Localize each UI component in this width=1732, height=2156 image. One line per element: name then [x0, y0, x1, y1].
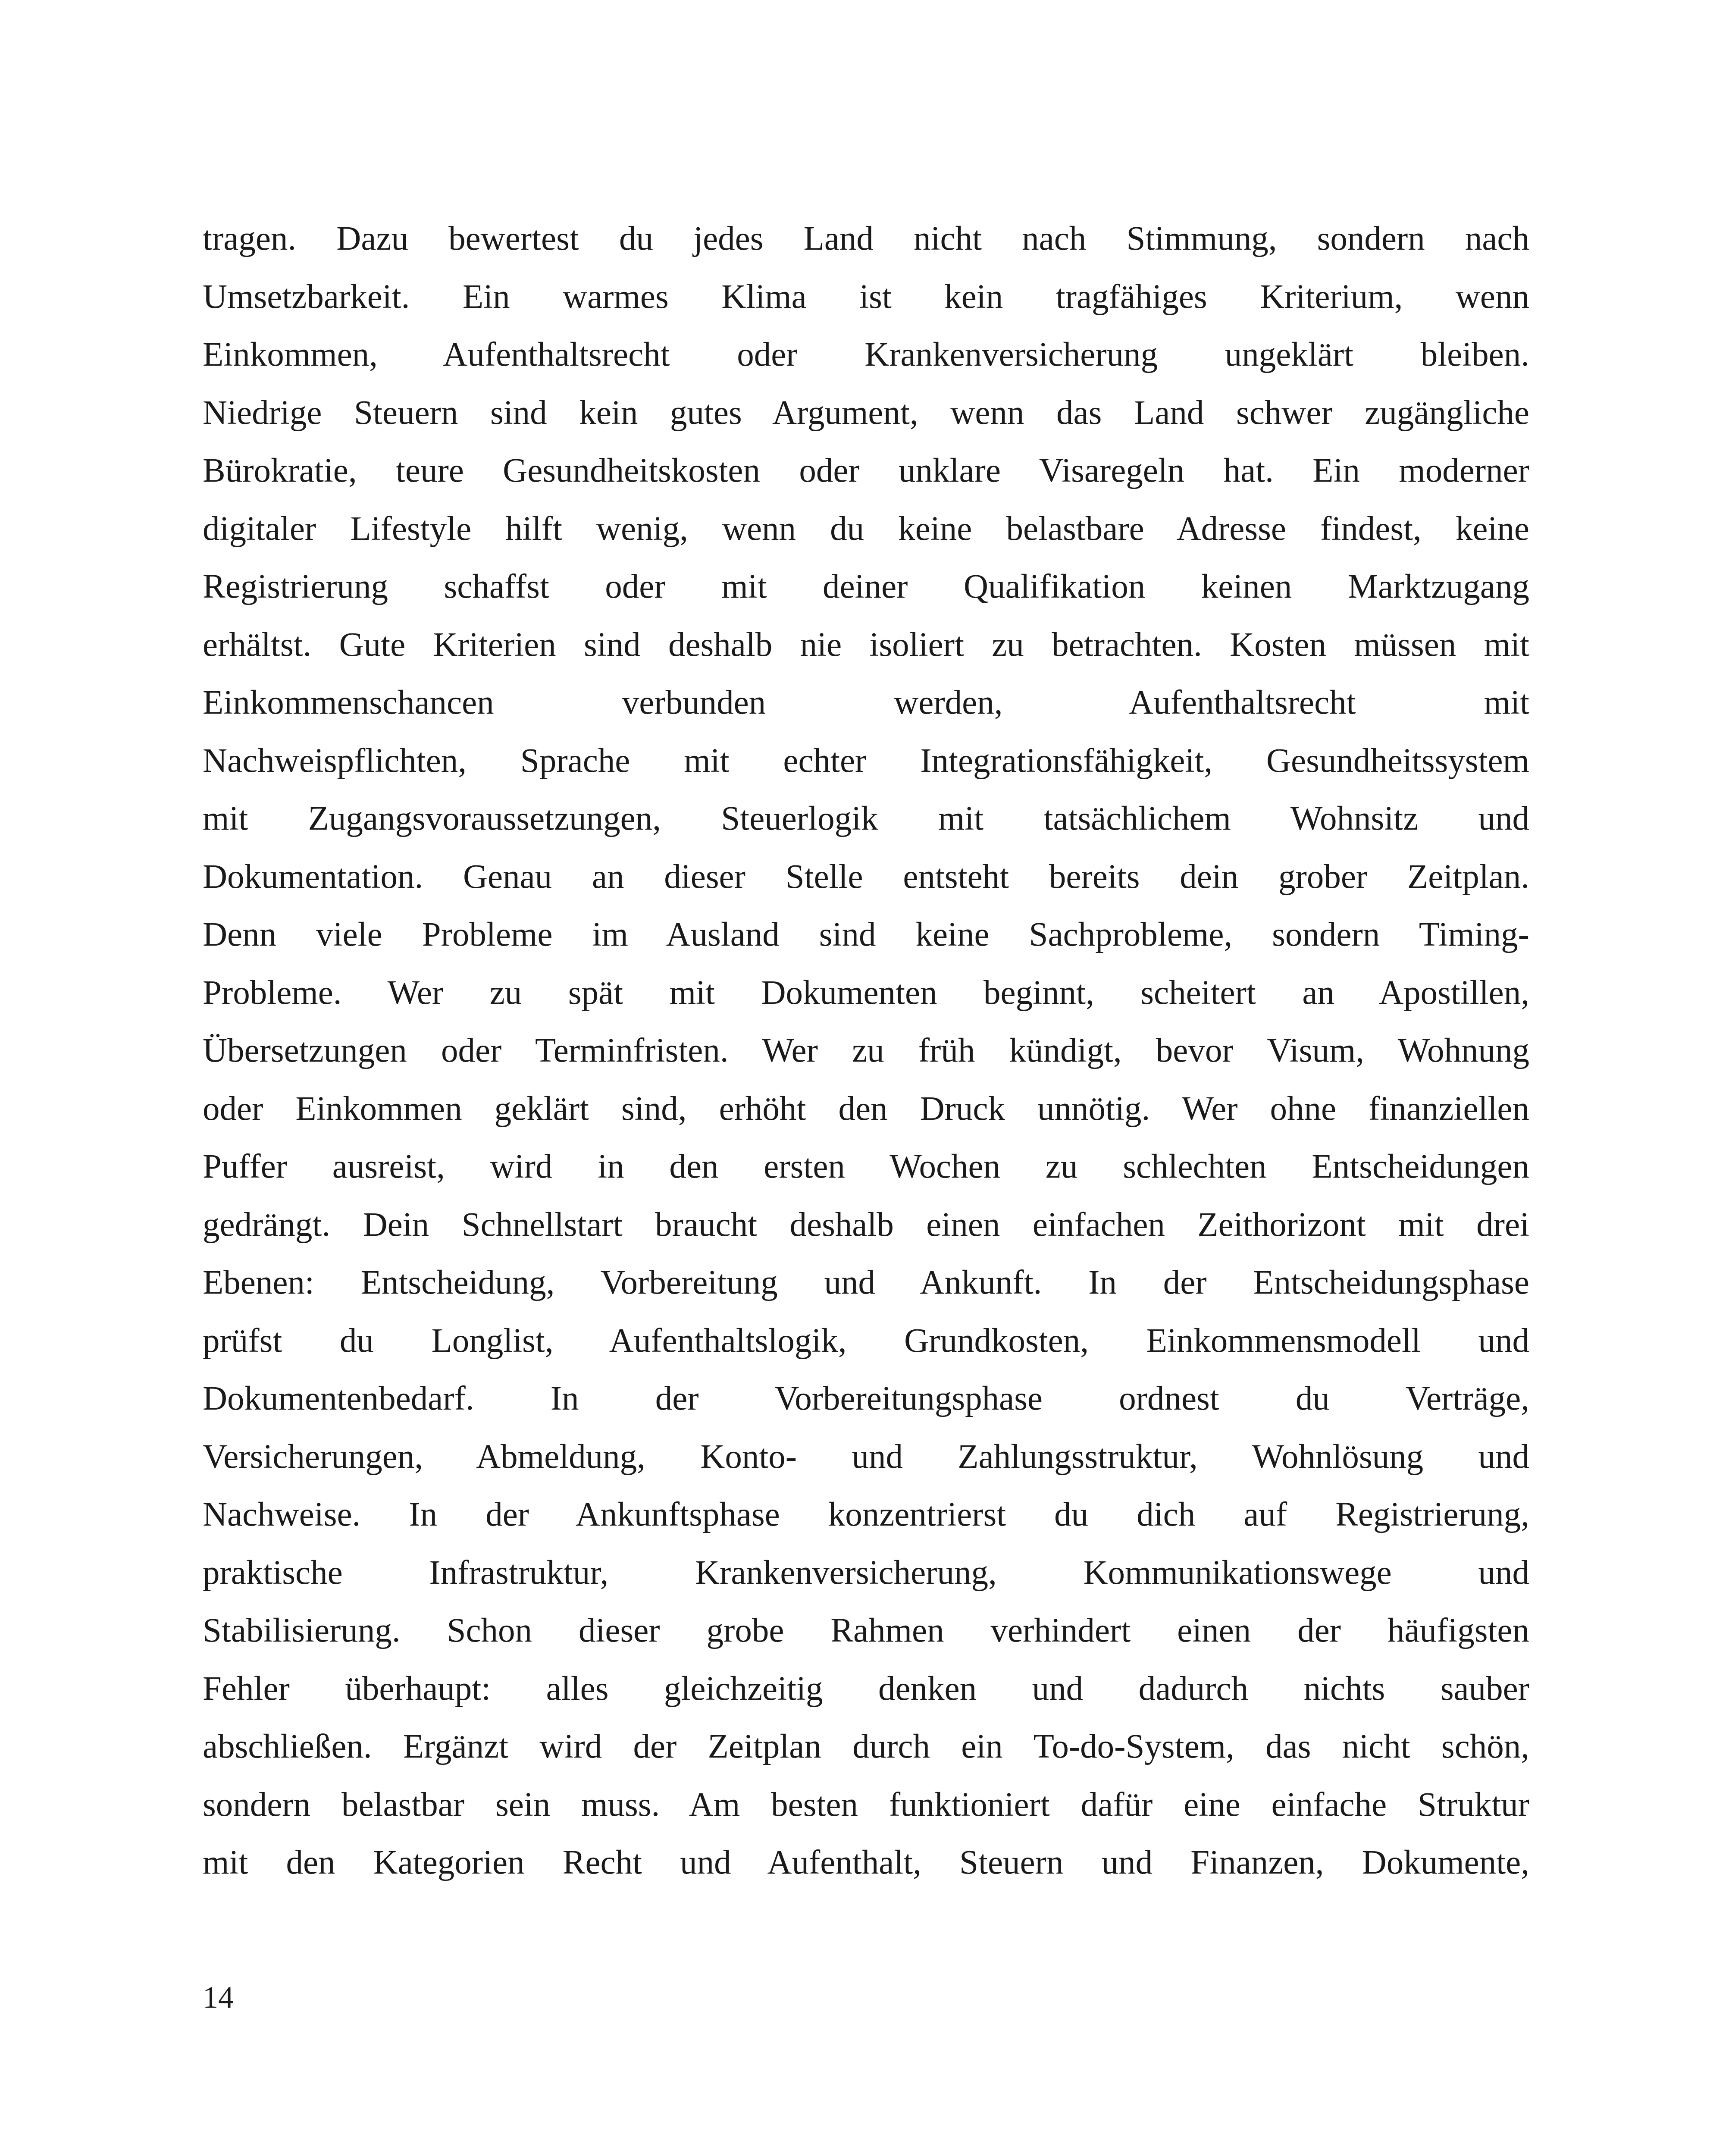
text-line: Stabilisierung. Schon dieser grobe Rahmen verhindert einen der häufigsten — [203, 1612, 1529, 1649]
text-line: sondern belastbar sein muss. Am besten funktioniert dafür eine einfache Struktur — [203, 1786, 1529, 1824]
text-line: Nachweise. In der Ankunftsphase konzentrierst du dich auf Registrierung, — [203, 1496, 1529, 1533]
text-line: Dokumentation. Genau an dieser Stelle entsteht bereits dein grober Zeitplan. — [203, 858, 1529, 896]
text-line: Nachweispflichten, Sprache mit echter Integrationsfähigkeit, Gesundheitssystem — [203, 742, 1529, 780]
text-line: Probleme. Wer zu spät mit Dokumenten beginnt, scheitert an Apostillen, — [203, 974, 1529, 1012]
text-line: erhältst. Gute Kriterien sind deshalb nie isoliert zu betrachten. Kosten müssen mit — [203, 626, 1529, 664]
text-line: Puffer ausreist, wird in den ersten Wochen zu schlechten Entscheidungen — [203, 1148, 1529, 1185]
text-line: Einkommenschancen verbunden werden, Aufenthaltsrecht mit — [203, 684, 1529, 721]
text-line: digitaler Lifestyle hilft wenig, wenn du keine belastbare Adresse findest, keine — [203, 510, 1529, 548]
text-line: Denn viele Probleme im Ausland sind keine Sachprobleme, sondern Timing- — [203, 916, 1529, 953]
text-line: praktische Infrastruktur, Krankenversicherung, Kommunikationswege und — [203, 1554, 1529, 1592]
text-line: Bürokratie, teure Gesundheitskosten oder unklare Visaregeln hat. Ein moderner — [203, 452, 1529, 489]
text-line: Niedrige Steuern sind kein gutes Argument, wenn das Land schwer zugängliche — [203, 394, 1529, 432]
text-line: Fehler überhaupt: alles gleichzeitig denken und dadurch nichts sauber — [203, 1670, 1529, 1708]
text-line: Einkommen, Aufenthaltsrecht oder Krankenversicherung ungeklärt bleiben. — [203, 336, 1529, 373]
text-line: Umsetzbarkeit. Ein warmes Klima ist kein tragfähiges Kriterium, wenn — [203, 278, 1529, 316]
text-line: mit Zugangsvoraussetzungen, Steuerlogik mit tatsächlichem Wohnsitz und — [203, 800, 1529, 837]
text-line: Ebenen: Entscheidung, Vorbereitung und Ankunft. In der Entscheidungsphase — [203, 1264, 1529, 1301]
text-line: tragen. Dazu bewertest du jedes Land nicht nach Stimmung, sondern nach — [203, 220, 1529, 257]
body-text — [203, 210, 1529, 1892]
text-line: Versicherungen, Abmeldung, Konto- und Zahlungsstruktur, Wohnlösung und — [203, 1438, 1529, 1476]
text-line: Dokumentenbedarf. In der Vorbereitungsphase ordnest du Verträge, — [203, 1380, 1529, 1417]
text-line: Übersetzungen oder Terminfristen. Wer zu früh kündigt, bevor Visum, Wohnung — [203, 1032, 1529, 1069]
text-line: gedrängt. Dein Schnellstart braucht deshalb einen einfachen Zeithorizont mit drei — [203, 1206, 1529, 1244]
text-line: Registrierung schaffst oder mit deiner Qualifikation keinen Marktzugang — [203, 568, 1529, 605]
page-number: 14 — [203, 1980, 234, 2015]
text-line: oder Einkommen geklärt sind, erhöht den Druck unnötig. Wer ohne finanziellen — [203, 1090, 1529, 1128]
text-line: prüfst du Longlist, Aufenthaltslogik, Grundkosten, Einkommensmodell und — [203, 1322, 1529, 1360]
text-line: abschließen. Ergänzt wird der Zeitplan durch ein To-do-System, das nicht schön, — [203, 1728, 1529, 1765]
text-line: mit den Kategorien Recht und Aufenthalt, Steuern und Finanzen, Dokumente, — [203, 1844, 1529, 1881]
